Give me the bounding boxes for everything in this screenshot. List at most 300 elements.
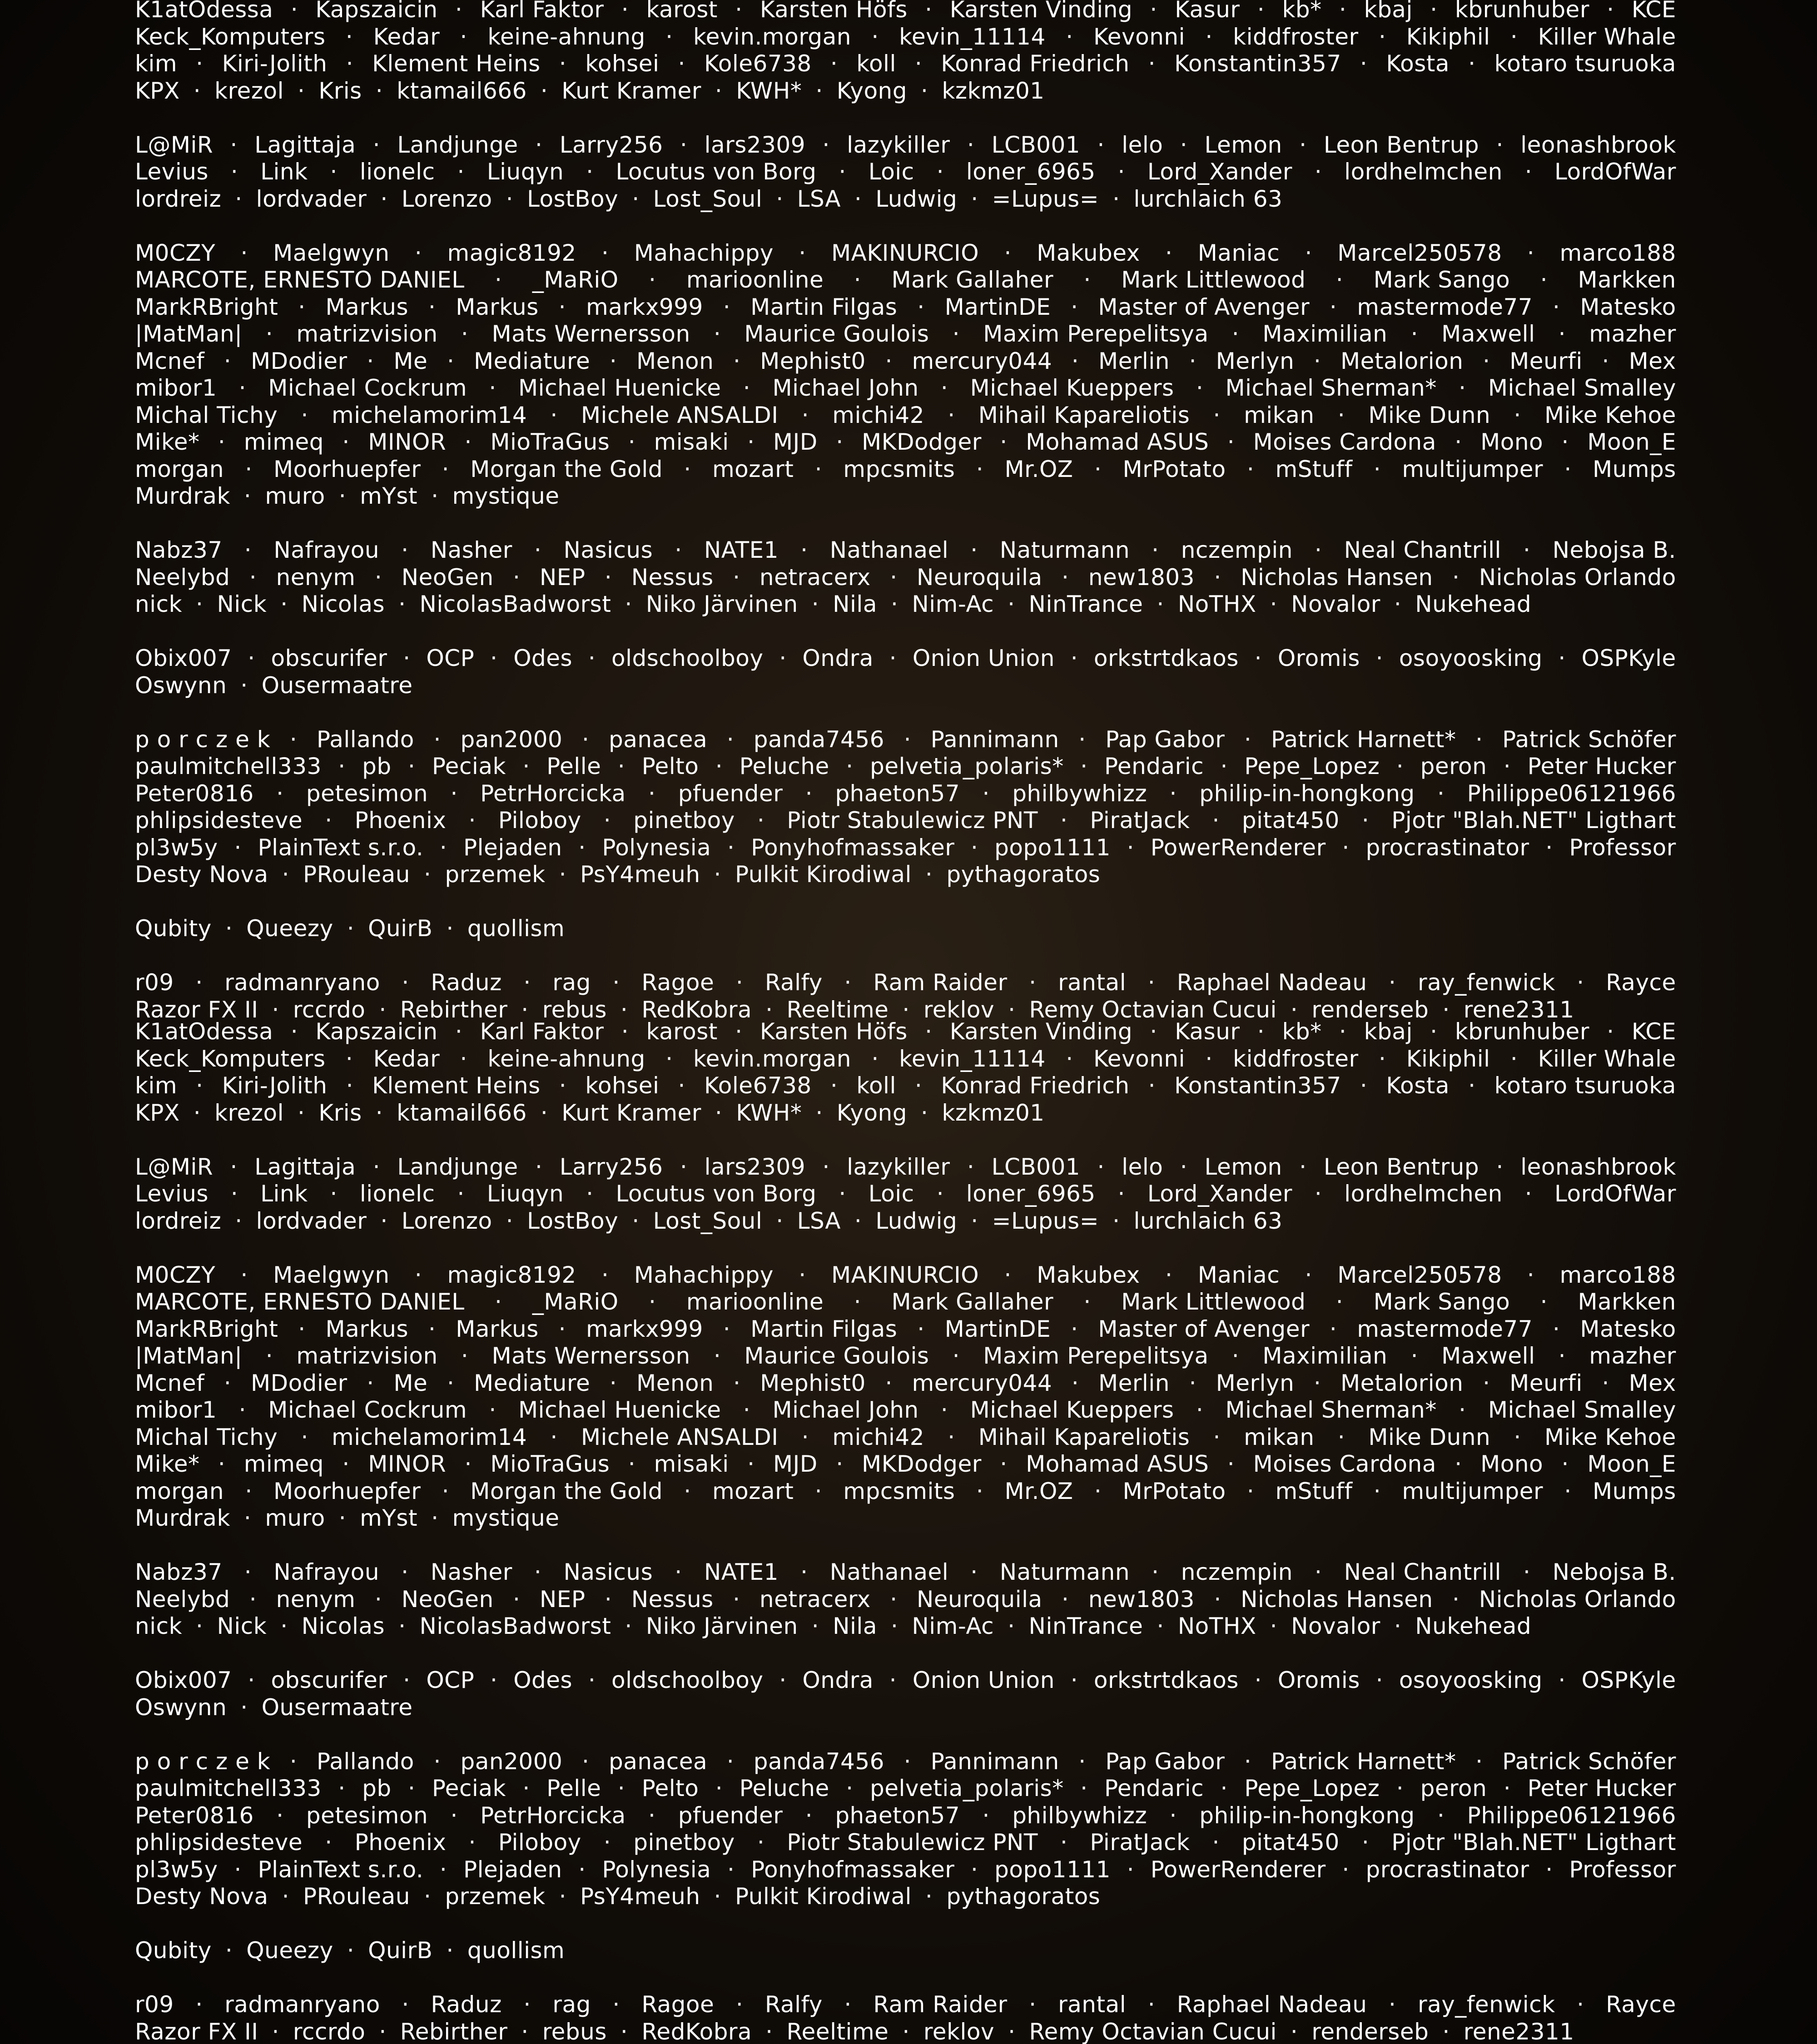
separator-dot: · bbox=[243, 483, 252, 509]
contributor-name: kotaro tsuruoka bbox=[1494, 1072, 1676, 1099]
separator-dot: · bbox=[1524, 159, 1533, 185]
contributor-name: PlainText s.r.o. bbox=[258, 1856, 424, 1883]
credit-group bbox=[135, 1559, 1676, 1640]
separator-dot: · bbox=[243, 1505, 252, 1531]
credit-line bbox=[135, 1613, 1676, 1640]
separator-dot: · bbox=[1475, 1748, 1483, 1775]
contributor-name: kbrunhuber bbox=[1455, 1022, 1589, 1045]
separator-dot: · bbox=[1071, 347, 1079, 374]
contributor-name: Philippe06121966 bbox=[1467, 1802, 1676, 1829]
contributor-name: NoTHX bbox=[1177, 1613, 1256, 1639]
separator-dot: · bbox=[628, 429, 636, 455]
separator-dot: · bbox=[846, 1775, 854, 1801]
contributor-name: MARCOTE, ERNESTO DANIEL bbox=[135, 1289, 465, 1315]
contributor-name: Nicolas bbox=[301, 591, 385, 617]
separator-dot: · bbox=[540, 77, 548, 104]
separator-dot: · bbox=[1561, 1451, 1569, 1477]
separator-dot: · bbox=[1375, 645, 1384, 671]
separator-dot: · bbox=[1455, 1451, 1462, 1477]
contributor-name: Link bbox=[260, 1181, 308, 1207]
separator-dot: · bbox=[800, 537, 808, 563]
contributor-name: Pelto bbox=[641, 1775, 699, 1801]
contributor-name: Ondra bbox=[802, 645, 874, 671]
contributor-name: pitat450 bbox=[1241, 807, 1340, 833]
separator-dot: · bbox=[1558, 1343, 1566, 1369]
contributor-name: LSA bbox=[797, 185, 841, 212]
separator-dot: · bbox=[1523, 537, 1531, 563]
contributor-name: osoyoosking bbox=[1399, 1667, 1543, 1693]
credit-group bbox=[135, 537, 1676, 618]
separator-dot: · bbox=[846, 753, 854, 779]
contributor-name: r09 bbox=[135, 1991, 174, 2018]
contributor-name: mercury044 bbox=[912, 1369, 1052, 1396]
contributor-name: Mark Sango bbox=[1373, 267, 1510, 293]
contributor-name: Moon_E bbox=[1587, 1451, 1676, 1477]
contributor-name: pinetboy bbox=[633, 1829, 735, 1855]
separator-dot: · bbox=[433, 726, 441, 753]
separator-dot: · bbox=[1561, 429, 1569, 455]
contributor-name: Killer Whale bbox=[1538, 1045, 1676, 1072]
contributor-name: Locutus von Borg bbox=[616, 159, 817, 185]
separator-dot: · bbox=[1060, 1829, 1068, 1855]
contributor-name: Nabz37 bbox=[135, 1559, 223, 1585]
separator-dot: · bbox=[325, 1829, 333, 1855]
credit-group bbox=[135, 1937, 1676, 1965]
separator-dot: · bbox=[889, 645, 897, 671]
contributor-name: =Lupus= bbox=[992, 1207, 1099, 1234]
contributor-name: Pap Gabor bbox=[1105, 726, 1225, 753]
contributor-name: =Lupus= bbox=[992, 185, 1099, 212]
contributor-name: Piotr Stabulewicz PNT bbox=[787, 807, 1038, 833]
separator-dot: · bbox=[757, 807, 765, 833]
contributor-name: Peluche bbox=[739, 1775, 829, 1801]
separator-dot: · bbox=[675, 537, 682, 563]
separator-dot: · bbox=[272, 996, 279, 1022]
separator-dot: · bbox=[1150, 1022, 1157, 1045]
separator-dot: · bbox=[854, 1207, 862, 1234]
separator-dot: · bbox=[403, 645, 411, 671]
separator-dot: · bbox=[1004, 1261, 1012, 1288]
separator-dot: · bbox=[468, 1829, 476, 1855]
contributor-name: kevin_11114 bbox=[899, 23, 1046, 50]
contributor-name: misaki bbox=[654, 429, 729, 455]
contributor-name: Ludwig bbox=[875, 185, 958, 212]
contributor-name: Mats Wernersson bbox=[491, 321, 690, 347]
contributor-name: koll bbox=[856, 1072, 896, 1099]
contributor-name: Maelgwyn bbox=[273, 1261, 390, 1288]
contributor-name: PowerRenderer bbox=[1150, 1856, 1326, 1883]
contributor-name: karost bbox=[646, 0, 718, 23]
separator-dot: · bbox=[726, 1748, 735, 1775]
contributor-name: MarkRBright bbox=[135, 293, 278, 320]
contributor-name: PRouleau bbox=[303, 861, 410, 888]
credit-line bbox=[135, 456, 1676, 483]
credit-line bbox=[135, 564, 1676, 591]
separator-dot: · bbox=[494, 267, 502, 293]
contributor-name: PlainText s.r.o. bbox=[258, 834, 424, 861]
contributor-name: philip-in-hongkong bbox=[1199, 1802, 1415, 1829]
contributor-name: Mcnef bbox=[135, 347, 205, 374]
contributor-name: Maurice Goulois bbox=[744, 321, 929, 347]
separator-dot: · bbox=[347, 915, 355, 942]
separator-dot: · bbox=[836, 1451, 844, 1477]
contributor-name: Maxwell bbox=[1441, 321, 1535, 347]
contributor-name: pl3w5y bbox=[135, 1856, 218, 1883]
separator-dot: · bbox=[815, 77, 823, 104]
contributor-name: RedKobra bbox=[641, 996, 752, 1022]
separator-dot: · bbox=[372, 1153, 381, 1180]
credit-line bbox=[135, 1505, 1676, 1532]
contributor-name: pythagoratos bbox=[946, 1883, 1101, 1910]
contributor-name: Murdrak bbox=[135, 483, 230, 509]
separator-dot: · bbox=[815, 1099, 823, 1126]
separator-dot: · bbox=[1607, 0, 1614, 23]
contributor-name: quollism bbox=[467, 915, 565, 942]
separator-dot: · bbox=[779, 1667, 787, 1693]
separator-dot: · bbox=[952, 321, 960, 347]
credit-line bbox=[135, 159, 1676, 186]
contributor-name: Obix007 bbox=[135, 1667, 232, 1693]
contributor-name: OCP bbox=[426, 1667, 475, 1693]
separator-dot: · bbox=[442, 456, 449, 482]
separator-dot: · bbox=[971, 1207, 978, 1234]
contributor-name: PsY4meuh bbox=[580, 1883, 700, 1910]
contributor-name: Pelle bbox=[546, 753, 601, 779]
separator-dot: · bbox=[1373, 1478, 1381, 1504]
contributor-name: paulmitchell333 bbox=[135, 1775, 322, 1801]
contributor-name: mpcsmits bbox=[843, 1478, 955, 1504]
separator-dot: · bbox=[854, 185, 862, 212]
contributor-name: Ousermaatre bbox=[261, 672, 413, 699]
contributor-name: Plejaden bbox=[463, 1856, 562, 1883]
separator-dot: · bbox=[439, 1856, 447, 1883]
credit-line bbox=[135, 1694, 1676, 1722]
contributor-name: Obix007 bbox=[135, 645, 232, 671]
separator-dot: · bbox=[678, 1072, 685, 1099]
separator-dot: · bbox=[423, 861, 432, 888]
contributor-name: Ram Raider bbox=[873, 969, 1008, 996]
contributor-name: netracerx bbox=[759, 1586, 871, 1612]
separator-dot: · bbox=[225, 1937, 233, 1964]
separator-dot: · bbox=[1396, 753, 1404, 779]
contributor-name: Pallando bbox=[316, 1748, 414, 1775]
contributor-name: kohsei bbox=[585, 1072, 660, 1099]
contributor-name: Matesko bbox=[1580, 293, 1676, 320]
separator-dot: · bbox=[1097, 1153, 1105, 1180]
contributor-name: michelamorim14 bbox=[332, 1424, 527, 1450]
separator-dot: · bbox=[733, 564, 740, 590]
contributor-name: Mediature bbox=[474, 1369, 591, 1396]
contributor-name: Mihail Kapareliotis bbox=[978, 1424, 1190, 1450]
separator-dot: · bbox=[196, 1613, 204, 1639]
separator-dot: · bbox=[578, 834, 586, 861]
contributor-name: Pap Gabor bbox=[1105, 1748, 1225, 1775]
contributor-name: Odes bbox=[513, 1667, 573, 1693]
contributor-name: Metalorion bbox=[1340, 347, 1464, 374]
separator-dot: · bbox=[1540, 1289, 1548, 1315]
separator-dot: · bbox=[490, 1667, 498, 1693]
separator-dot: · bbox=[1524, 1181, 1533, 1207]
contributor-name: OSPKyle bbox=[1581, 1667, 1676, 1693]
separator-dot: · bbox=[1459, 375, 1466, 401]
separator-dot: · bbox=[1514, 1424, 1521, 1450]
contributor-name: Morgan the Gold bbox=[470, 456, 663, 482]
contributor-name: Plejaden bbox=[463, 834, 562, 861]
separator-dot: · bbox=[468, 807, 476, 833]
contributor-name: Kosta bbox=[1386, 1072, 1450, 1099]
contributor-name: ray_fenwick bbox=[1418, 1991, 1555, 2018]
separator-dot: · bbox=[1475, 726, 1483, 753]
separator-dot: · bbox=[1607, 1022, 1614, 1045]
contributor-name: Nukehead bbox=[1415, 591, 1532, 617]
contributor-name: popo1111 bbox=[994, 1856, 1111, 1883]
separator-dot: · bbox=[621, 0, 629, 23]
credit-line bbox=[135, 997, 1676, 1022]
contributor-name: Mahachippy bbox=[634, 239, 774, 266]
contributor-name: Neuroquila bbox=[916, 564, 1043, 590]
separator-dot: · bbox=[620, 996, 628, 1022]
contributor-name: pelvetia_polaris* bbox=[869, 1775, 1064, 1801]
separator-dot: · bbox=[1008, 1613, 1015, 1639]
credit-line bbox=[135, 780, 1676, 808]
contributor-name: mimeq bbox=[243, 1451, 324, 1477]
separator-dot: · bbox=[890, 564, 898, 590]
separator-dot: · bbox=[1189, 1369, 1196, 1396]
separator-dot: · bbox=[230, 1181, 238, 1207]
separator-dot: · bbox=[621, 1022, 629, 1045]
separator-dot: · bbox=[1078, 726, 1086, 753]
separator-dot: · bbox=[558, 1315, 566, 1342]
credit-line bbox=[135, 591, 1676, 618]
contributor-name: Razor FX II bbox=[135, 2018, 258, 2044]
separator-dot: · bbox=[540, 1099, 548, 1126]
contributor-name: leonashbrook bbox=[1520, 131, 1676, 158]
contributor-name: Mike Kehoe bbox=[1544, 402, 1676, 428]
contributor-name: panda7456 bbox=[753, 726, 884, 753]
contributor-name: Meurfi bbox=[1509, 1369, 1583, 1396]
contributor-name: Mcnef bbox=[135, 1369, 205, 1396]
separator-dot: · bbox=[521, 2018, 529, 2044]
contributor-name: rebus bbox=[542, 996, 607, 1022]
separator-dot: · bbox=[1157, 1613, 1164, 1639]
separator-dot: · bbox=[811, 1613, 819, 1639]
contributor-name: nenym bbox=[276, 1586, 356, 1612]
contributor-name: kim bbox=[135, 50, 178, 77]
contributor-name: L@MiR bbox=[135, 131, 213, 158]
separator-dot: · bbox=[925, 861, 933, 888]
contributor-name: Maurice Goulois bbox=[744, 1343, 929, 1369]
contributor-name: Markus bbox=[456, 293, 539, 320]
contributor-name: Morgan the Gold bbox=[470, 1478, 663, 1504]
contributor-name: Nafrayou bbox=[273, 537, 380, 563]
credit-group bbox=[135, 645, 1676, 699]
credit-line bbox=[135, 1667, 1676, 1694]
separator-dot: · bbox=[936, 1181, 944, 1207]
contributor-name: Menon bbox=[636, 347, 714, 374]
separator-dot: · bbox=[1244, 1748, 1252, 1775]
contributor-name: Raduz bbox=[431, 969, 502, 996]
separator-dot: · bbox=[1410, 1343, 1418, 1369]
contributor-name: Oromis bbox=[1277, 1667, 1360, 1693]
contributor-name: Neelybd bbox=[135, 1586, 230, 1612]
separator-dot: · bbox=[1394, 1613, 1402, 1639]
separator-dot: · bbox=[1270, 1613, 1278, 1639]
contributor-name: Locutus von Borg bbox=[616, 1181, 817, 1207]
separator-dot: · bbox=[290, 1022, 298, 1045]
contributor-name: Patrick Harnett* bbox=[1271, 726, 1456, 753]
contributor-name: Liuqyn bbox=[487, 159, 564, 185]
separator-dot: · bbox=[244, 537, 252, 563]
separator-dot: · bbox=[1127, 834, 1135, 861]
separator-dot: · bbox=[632, 1207, 640, 1234]
separator-dot: · bbox=[713, 1343, 721, 1369]
contributor-name: Merlin bbox=[1098, 347, 1170, 374]
contributor-name: KWH* bbox=[736, 77, 802, 104]
contributor-name: K1atOdessa bbox=[135, 1022, 273, 1045]
credit-line bbox=[135, 672, 1676, 700]
contributor-name: Nessus bbox=[631, 1586, 714, 1612]
contributor-name: Pannimann bbox=[930, 726, 1059, 753]
contributor-name: Mark Sango bbox=[1373, 1289, 1510, 1315]
separator-dot: · bbox=[238, 1397, 246, 1423]
contributor-name: Michele ANSALDI bbox=[581, 402, 779, 428]
contributor-name: panacea bbox=[609, 726, 708, 753]
separator-dot: · bbox=[1117, 1181, 1125, 1207]
separator-dot: · bbox=[1389, 1991, 1396, 2018]
credit-line bbox=[135, 1262, 1676, 1289]
separator-dot: · bbox=[1335, 267, 1344, 293]
separator-dot: · bbox=[457, 159, 465, 185]
separator-dot: · bbox=[836, 429, 844, 455]
contributor-name: Nila bbox=[833, 591, 877, 617]
separator-dot: · bbox=[889, 1667, 897, 1693]
separator-dot: · bbox=[801, 1424, 809, 1450]
contributor-name: Klement Heins bbox=[372, 50, 541, 77]
contributor-name: Michael Huenicke bbox=[518, 1397, 721, 1423]
separator-dot: · bbox=[506, 1207, 513, 1234]
contributor-name: Michael Sherman* bbox=[1225, 375, 1437, 401]
contributor-name: koll bbox=[856, 50, 896, 77]
separator-dot: · bbox=[276, 1802, 284, 1829]
contributor-name: Neelybd bbox=[135, 564, 230, 590]
contributor-name: netracerx bbox=[759, 564, 871, 590]
contributor-name: Matesko bbox=[1580, 1315, 1676, 1342]
contributor-name: ray_fenwick bbox=[1418, 969, 1555, 996]
contributor-name: Oromis bbox=[1277, 645, 1360, 671]
contributor-name: phaeton57 bbox=[835, 1802, 960, 1829]
contributor-name: lordvader bbox=[256, 1207, 367, 1234]
contributor-name: nczempin bbox=[1181, 1559, 1293, 1585]
separator-dot: · bbox=[374, 564, 382, 590]
contributor-name: Mediature bbox=[474, 347, 591, 374]
contributor-name: oldschoolboy bbox=[611, 1667, 764, 1693]
separator-dot: · bbox=[917, 1315, 925, 1342]
contributor-name: Nick bbox=[217, 591, 267, 617]
contributor-name: mystique bbox=[452, 1505, 560, 1531]
contributor-name: philbywhizz bbox=[1012, 1802, 1147, 1829]
separator-dot: · bbox=[1205, 23, 1213, 50]
separator-dot: · bbox=[1483, 347, 1490, 374]
contributor-name: Michele ANSALDI bbox=[581, 1424, 779, 1450]
separator-dot: · bbox=[948, 1424, 955, 1450]
contributor-name: Qubity bbox=[135, 1937, 212, 1964]
contributor-name: mpcsmits bbox=[843, 456, 955, 482]
separator-dot: · bbox=[1396, 1775, 1404, 1801]
separator-dot: · bbox=[414, 1261, 422, 1288]
separator-dot: · bbox=[223, 1369, 232, 1396]
separator-dot: · bbox=[971, 185, 978, 212]
separator-dot: · bbox=[1305, 1261, 1312, 1288]
separator-dot: · bbox=[715, 1775, 723, 1801]
separator-dot: · bbox=[280, 591, 288, 617]
separator-dot: · bbox=[952, 1343, 960, 1369]
separator-dot: · bbox=[1083, 1289, 1091, 1315]
contributor-name: Moorhuepfer bbox=[273, 456, 421, 482]
separator-dot: · bbox=[715, 753, 723, 779]
separator-dot: · bbox=[1094, 1478, 1102, 1504]
separator-dot: · bbox=[338, 1505, 347, 1531]
credit-group bbox=[135, 1262, 1676, 1532]
separator-dot: · bbox=[431, 1505, 439, 1531]
contributor-name: nczempin bbox=[1181, 537, 1293, 563]
separator-dot: · bbox=[234, 834, 242, 861]
contributor-name: mastermode77 bbox=[1357, 1315, 1533, 1342]
contributor-name: p o r c z e k bbox=[135, 1748, 271, 1775]
separator-dot: · bbox=[1468, 1072, 1476, 1099]
separator-dot: · bbox=[625, 1613, 632, 1639]
contributor-name: Reeltime bbox=[786, 2018, 889, 2044]
contributor-name: Kosta bbox=[1386, 50, 1450, 77]
contributor-name: PsY4meuh bbox=[580, 861, 700, 888]
separator-dot: · bbox=[678, 50, 685, 77]
contributor-name: Razor FX II bbox=[135, 996, 258, 1022]
separator-dot: · bbox=[234, 1856, 242, 1883]
separator-dot: · bbox=[513, 1586, 521, 1612]
contributor-name: MINOR bbox=[368, 429, 447, 455]
separator-dot: · bbox=[1313, 347, 1321, 374]
contributor-name: Maxim Perepelitsya bbox=[983, 1343, 1209, 1369]
separator-dot: · bbox=[265, 1343, 273, 1369]
credit-line bbox=[135, 1883, 1676, 1910]
separator-dot: · bbox=[1540, 267, 1548, 293]
separator-dot: · bbox=[713, 321, 721, 347]
contributor-name: Nebojsa B. bbox=[1552, 1559, 1676, 1585]
separator-dot: · bbox=[976, 456, 984, 482]
credit-line bbox=[135, 1856, 1676, 1884]
contributor-name: Oswynn bbox=[135, 1694, 227, 1721]
credit-line bbox=[135, 1748, 1676, 1776]
separator-dot: · bbox=[240, 1694, 248, 1721]
contributor-name: radmanryano bbox=[224, 969, 380, 996]
separator-dot: · bbox=[890, 591, 899, 617]
contributor-name: LSA bbox=[797, 1207, 841, 1234]
contributor-name: Patrick Schöfer bbox=[1502, 1748, 1676, 1775]
separator-dot: · bbox=[1196, 1397, 1204, 1423]
contributor-name: mikan bbox=[1244, 402, 1315, 428]
separator-dot: · bbox=[338, 1775, 346, 1801]
contributor-name: Konstantin357 bbox=[1174, 50, 1341, 77]
credit-group bbox=[135, 1022, 1676, 1126]
contributor-name: MKDodger bbox=[862, 429, 982, 455]
separator-dot: · bbox=[289, 726, 298, 753]
contributor-name: rebus bbox=[542, 2018, 607, 2044]
contributor-name: Naturmann bbox=[999, 1559, 1130, 1585]
contributor-name: Nasicus bbox=[563, 537, 653, 563]
separator-dot: · bbox=[805, 1802, 813, 1829]
contributor-name: Karsten Höfs bbox=[760, 0, 908, 23]
credit-group bbox=[135, 240, 1676, 510]
separator-dot: · bbox=[374, 1586, 382, 1612]
